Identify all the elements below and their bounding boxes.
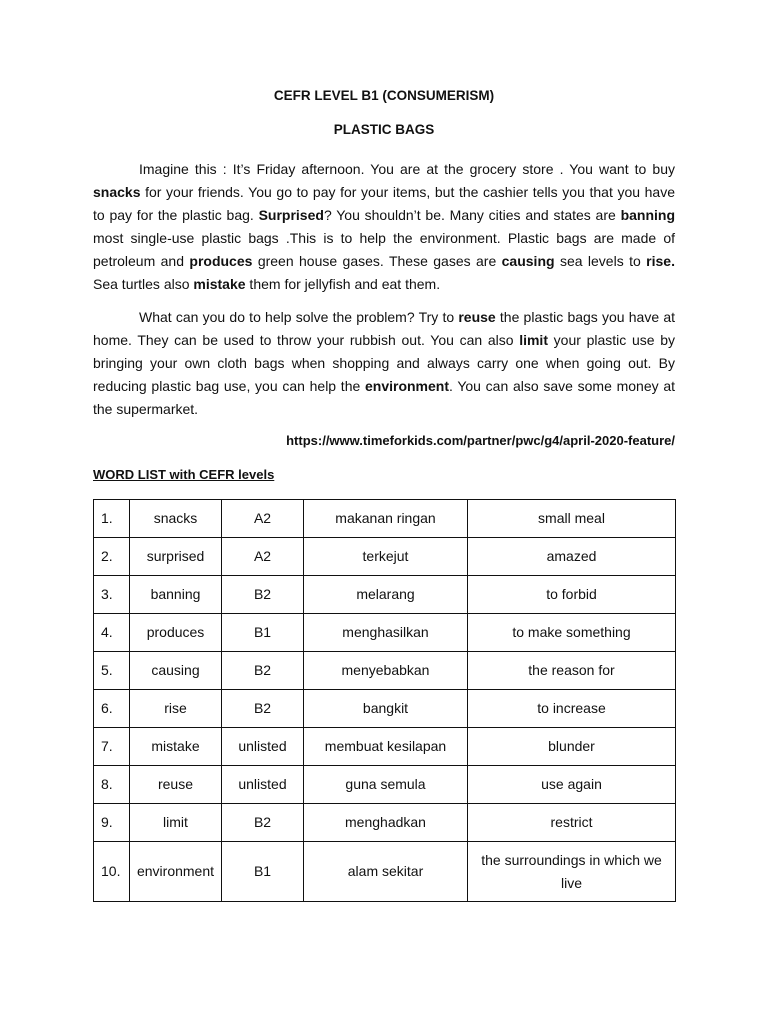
text-run: green house gases. These gases are [252, 253, 502, 270]
cefr-level-cell: unlisted [222, 728, 304, 766]
cefr-level-cell: B2 [222, 804, 304, 842]
malay-translation-cell: alam sekitar [304, 842, 468, 902]
cefr-level-cell: B1 [222, 842, 304, 902]
word-cell: produces [130, 614, 222, 652]
bold-keyword: causing [501, 253, 555, 270]
cefr-level-cell: B1 [222, 614, 304, 652]
table-row [94, 728, 676, 766]
source-url: https://www.timeforkids.com/partner/pwc/g4/april-2020-feature/ [286, 433, 675, 449]
table-row [94, 766, 676, 804]
bold-keyword: mistake [193, 276, 246, 293]
text-run: them for jellyfish and eat them. [245, 276, 441, 293]
cefr-level-cell: A2 [222, 538, 304, 576]
row-number: 6. [94, 690, 130, 728]
row-number: 3. [94, 576, 130, 614]
row-number: 2. [94, 538, 130, 576]
word-cell: snacks [130, 500, 222, 538]
malay-translation-cell: menyebabkan [304, 652, 468, 690]
word-cell: environment [130, 842, 222, 902]
text-run: . You can also save some money at the supermarket. [93, 377, 676, 417]
paragraph-solution [93, 306, 675, 421]
malay-translation-cell: melarang [304, 576, 468, 614]
bold-keyword: rise. [646, 253, 675, 270]
meaning-cell: restrict [468, 804, 676, 842]
table-row [94, 576, 676, 614]
table-row [94, 538, 676, 576]
meaning-cell: the reason for [468, 652, 676, 690]
cefr-level-cell: A2 [222, 500, 304, 538]
paragraph-intro [93, 158, 675, 297]
bold-keyword: reuse [458, 308, 496, 325]
word-cell: causing [130, 652, 222, 690]
text-run: for your friends. You go to pay for your items, but the cashier tells you that you have to pay for the plastic bag. [93, 184, 675, 224]
text-run: Sea turtles also [93, 276, 194, 293]
bold-keyword: Surprised [258, 207, 324, 224]
wordlist-heading: WORD LIST with CEFR levels [93, 467, 275, 483]
text-run: What can you do to help solve the problem? Try to [139, 308, 459, 325]
word-cell: banning [130, 576, 222, 614]
table-row [94, 842, 676, 902]
meaning-cell: amazed [468, 538, 676, 576]
text-run: ? You shouldn’t be. Many cities and states are [323, 207, 621, 224]
row-number: 9. [94, 804, 130, 842]
table-row [94, 614, 676, 652]
word-list-table [93, 499, 676, 902]
cefr-level-cell: unlisted [222, 766, 304, 804]
malay-translation-cell: makanan ringan [304, 500, 468, 538]
row-number: 8. [94, 766, 130, 804]
malay-translation-cell: menghasilkan [304, 614, 468, 652]
row-number: 4. [94, 614, 130, 652]
text-run: Imagine this : It’s Friday afternoon. You are at the grocery store . You want to buy [139, 161, 675, 177]
meaning-cell: small meal [468, 500, 676, 538]
text-run: sea levels to [554, 253, 647, 270]
malay-translation-cell: terkejut [304, 538, 468, 576]
word-cell: reuse [130, 766, 222, 804]
cefr-level-cell: B2 [222, 576, 304, 614]
meaning-cell: to make something [468, 614, 676, 652]
text-run: the plastic bags you have at home. They can be used to throw your rubbish out. You can also [93, 308, 675, 348]
meaning-cell: to forbid [468, 576, 676, 614]
malay-translation-cell: membuat kesilapan [304, 728, 468, 766]
meaning-cell: the surroundings in which we live [468, 842, 676, 902]
row-number: 5. [94, 652, 130, 690]
word-cell: mistake [130, 728, 222, 766]
bold-keyword: snacks [93, 184, 141, 201]
row-number: 7. [94, 728, 130, 766]
meaning-cell: to increase [468, 690, 676, 728]
meaning-cell: use again [468, 766, 676, 804]
row-number: 1. [94, 500, 130, 538]
word-cell: surprised [130, 538, 222, 576]
bold-keyword: environment [364, 377, 449, 394]
table-row [94, 500, 676, 538]
text-run: most single-use plastic bags .This is to help the environment. Plastic bags are made of petroleum and [93, 230, 675, 270]
table-row [94, 652, 676, 690]
word-cell: rise [130, 690, 222, 728]
document-page [93, 86, 675, 902]
row-number: 10. [94, 842, 130, 902]
malay-translation-cell: menghadkan [304, 804, 468, 842]
table-row [94, 690, 676, 728]
malay-translation-cell: bangkit [304, 690, 468, 728]
bold-keyword: produces [189, 253, 253, 270]
meaning-cell: blunder [468, 728, 676, 766]
malay-translation-cell: guna semula [304, 766, 468, 804]
cefr-level-cell: B2 [222, 652, 304, 690]
text-run: your plastic use by bringing your own cloth bags when shopping and always carry one when going out. By reducing plastic bag use, you can help the [93, 331, 675, 394]
word-cell: limit [130, 804, 222, 842]
table-row [94, 804, 676, 842]
document-subtitle: PLASTIC BAGS [333, 122, 435, 137]
cefr-level-cell: B2 [222, 690, 304, 728]
bold-keyword: limit [519, 331, 548, 348]
document-title: CEFR LEVEL B1 (CONSUMERISM) [273, 88, 495, 103]
bold-keyword: banning [620, 207, 675, 224]
